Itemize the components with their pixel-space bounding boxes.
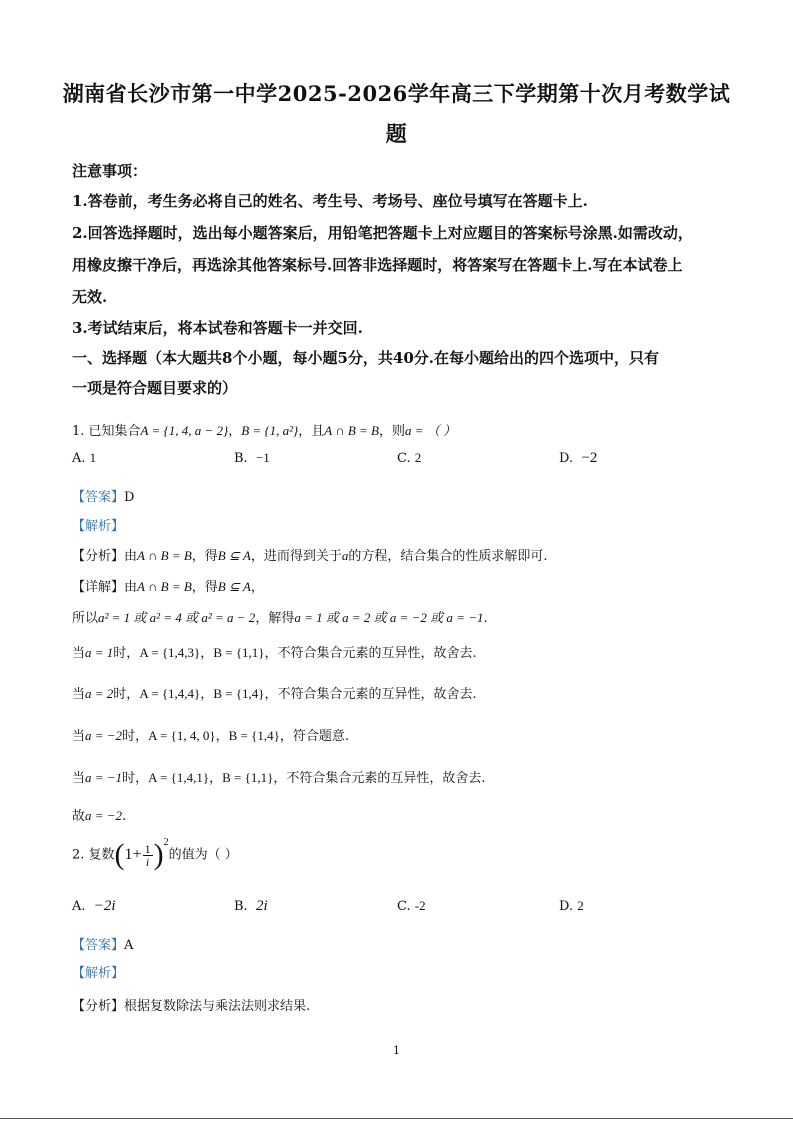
notice-item-3: 3.考试结束后，将本试卷和答题卡一并交回.: [72, 319, 363, 337]
case-when: 时，: [122, 771, 149, 786]
fenxi-tag: 【分析】: [72, 999, 125, 1014]
answer-tag: 【答案】: [72, 938, 125, 953]
case-conclusion: ，不符合集合元素的互异性，故舍去.: [264, 687, 477, 702]
option-value: 1: [89, 450, 97, 465]
option-label: A.: [72, 451, 86, 466]
fenxi-tag: 【分析】: [72, 549, 125, 564]
question-1-set-b: B = {1, a²}: [241, 423, 299, 438]
question-1-prefix: 1. 已知集合: [72, 424, 141, 439]
case-set-a: A = {1,4,4}: [139, 686, 201, 701]
xiangjie-end: ，: [250, 580, 264, 595]
question-2-fenxi: [72, 995, 310, 1014]
option-value: 2i: [255, 898, 268, 914]
page-title-line2: 题: [385, 121, 408, 146]
fenxi-mid: ，得: [191, 549, 218, 564]
option-value: -2: [414, 898, 426, 913]
question-1-equations: [72, 607, 488, 626]
question-1-option-d: [559, 450, 597, 467]
fenxi-end: 的方程，结合集合的性质求解即可.: [348, 549, 548, 564]
question-1-case-3: 当a = −2时，A = {1, 4, 0}，B = {1,4}，符合题意.: [72, 728, 349, 744]
option-label: D.: [559, 899, 574, 914]
case-pre: 当: [72, 687, 86, 702]
notice-item-1: 1.答卷前，考生务必将自己的姓名、考生号、考场号、座位号填写在答题卡上.: [72, 192, 588, 210]
conclusion-pre: 故: [72, 809, 86, 824]
case-set-a: A = {1,4,3}: [139, 645, 201, 660]
question-1-option-a: [72, 450, 96, 466]
answer-value: D: [124, 490, 135, 505]
case-when: 时，: [113, 646, 140, 661]
fraction: [143, 843, 153, 868]
notice-item-2-line2: 用橡皮擦干净后，再选涂其他答案标号.回答非选择题时，将答案写在答题卡上.写在本试卷上: [72, 256, 683, 274]
question-1-case-4: 当a = −1时，A = {1,4,1}，B = {1,1}，不符合集合元素的互异性，故舍去.: [72, 770, 486, 786]
case-set-b: B = {1,4}: [213, 686, 265, 701]
answer-tag: 【答案】: [72, 490, 125, 505]
question-1-conclusion: [72, 805, 126, 824]
so-equations: a² = 1 或 a² = 4 或 a² = a − 2: [98, 610, 256, 625]
question-1-xiangjie: [72, 576, 264, 595]
question-1-condition: A ∩ B = B: [324, 423, 379, 438]
case-when: 时，: [113, 687, 140, 702]
so-mid: ，解得: [255, 611, 295, 626]
so-end: .: [483, 611, 488, 626]
question-1-stem: [72, 420, 456, 439]
question-1-analysis-tag: 【解析】: [72, 519, 125, 534]
case-set-a: A = {1,4,1}: [148, 770, 210, 785]
bottom-divider: [0, 1118, 793, 1119]
notice-item-2-line1: 2.回答选择题时，选出每小题答案后，用铅笔把答题卡上对应题目的答案标号涂黑.如需改动，: [72, 224, 693, 242]
case-value: a = −2: [85, 728, 123, 743]
question-2-stem: [72, 838, 238, 872]
option-label: A.: [72, 899, 86, 914]
conclusion-end: .: [122, 809, 127, 824]
option-value: −1: [255, 450, 270, 465]
page-number: 1: [393, 1044, 400, 1057]
case-set-b: B = {1,1}: [222, 770, 274, 785]
question-1-ask: a = （ ）: [405, 423, 457, 438]
xiangjie-mid: ，得: [191, 580, 218, 595]
case-pre: 当: [72, 646, 86, 661]
so-solutions: a = 1 或 a = 2 或 a = −2 或 a = −1: [294, 610, 484, 625]
case-conclusion: ，不符合集合元素的互异性，故舍去.: [264, 646, 477, 661]
conclusion-equation: a = −2: [85, 808, 123, 823]
question-2-suffix: 的值为（ ）: [168, 847, 238, 863]
case-value: a = 2: [85, 686, 114, 701]
case-conclusion: ，符合题意.: [279, 729, 349, 744]
option-value: −2: [581, 450, 598, 466]
left-paren: (: [114, 838, 125, 871]
case-conclusion: ，不符合集合元素的互异性，故舍去.: [273, 771, 486, 786]
question-2-prefix: 2. 复数: [72, 847, 115, 863]
case-set-b: B = {1,1}: [213, 645, 265, 660]
question-1-separator: ，: [228, 424, 242, 439]
notice-heading: 注意事项：: [72, 162, 148, 180]
question-2-option-b: [234, 898, 268, 915]
case-set-a: A = {1, 4, 0}: [148, 728, 216, 743]
xiangjie-pre: 由: [124, 580, 138, 595]
xiangjie-tag: 【详解】: [72, 580, 125, 595]
question-1-option-b: [234, 450, 270, 466]
case-value: a = 1: [85, 645, 114, 660]
option-label: C.: [397, 451, 411, 466]
right-paren: ): [153, 838, 164, 871]
question-2-option-c: [397, 898, 426, 914]
case-pre: 当: [72, 771, 86, 786]
answer-value: A: [124, 938, 134, 953]
case-value: a = −1: [85, 770, 123, 785]
fenxi-post: ，进而得到关于: [250, 549, 342, 564]
option-label: B.: [234, 451, 248, 466]
section1-heading-line2: 一项是符合题目要求的）: [72, 379, 238, 397]
expr-one-plus: 1+: [124, 846, 142, 863]
question-1-case-1: 当a = 1时，A = {1,4,3}，B = {1,1}，不符合集合元素的互异性，故舍去.: [72, 645, 477, 661]
option-label: B.: [234, 899, 248, 914]
fraction-numerator: 1: [144, 841, 151, 856]
option-value: −2i: [93, 898, 116, 914]
question-1-then: ，则: [379, 424, 406, 439]
option-value: 2: [414, 450, 422, 465]
notice-item-2-line3: 无效.: [72, 288, 108, 306]
question-2-option-a: [72, 898, 116, 915]
option-label: D.: [559, 451, 574, 466]
fenxi-text: 根据复数除法与乘法法则求结果.: [124, 999, 311, 1014]
exponent: 2: [163, 837, 169, 849]
question-1-option-c: [397, 450, 421, 466]
fenxi-subset: B ⊆ A: [217, 548, 251, 563]
xiangjie-subset: B ⊆ A: [217, 579, 251, 594]
fenxi-equation: A ∩ B = B: [137, 548, 192, 563]
fraction-denominator: i: [145, 854, 150, 869]
fenxi-variable: a: [341, 548, 349, 563]
question-2-answer: [72, 934, 133, 953]
case-when: 时，: [122, 729, 149, 744]
question-2-option-d: [559, 898, 584, 914]
question-1-fenxi: [72, 545, 548, 564]
page-title-line1: 湖南省长沙市第一中学2025-2026学年高三下学期第十次月考数学试: [62, 81, 731, 106]
question-1-answer: [72, 486, 134, 505]
question-1-set-a: A = {1, 4, a − 2}: [140, 423, 229, 438]
question-1-case-2: 当a = 2时，A = {1,4,4}，B = {1,4}，不符合集合元素的互异性，故舍去.: [72, 686, 477, 702]
option-label: C.: [397, 899, 411, 914]
case-set-b: B = {1,4}: [228, 728, 280, 743]
xiangjie-equation: A ∩ B = B: [137, 579, 192, 594]
case-pre: 当: [72, 729, 86, 744]
question-2-analysis-tag: 【解析】: [72, 966, 125, 981]
option-value: 2: [577, 898, 584, 913]
fenxi-pre: 由: [124, 549, 138, 564]
section1-heading-line1: 一、选择题（本大题共8个小题，每小题5分，共40分.在每小题给出的四个选项中，只有: [72, 349, 659, 367]
question-1-and: ，且: [298, 424, 325, 439]
so-pre: 所以: [72, 611, 99, 626]
